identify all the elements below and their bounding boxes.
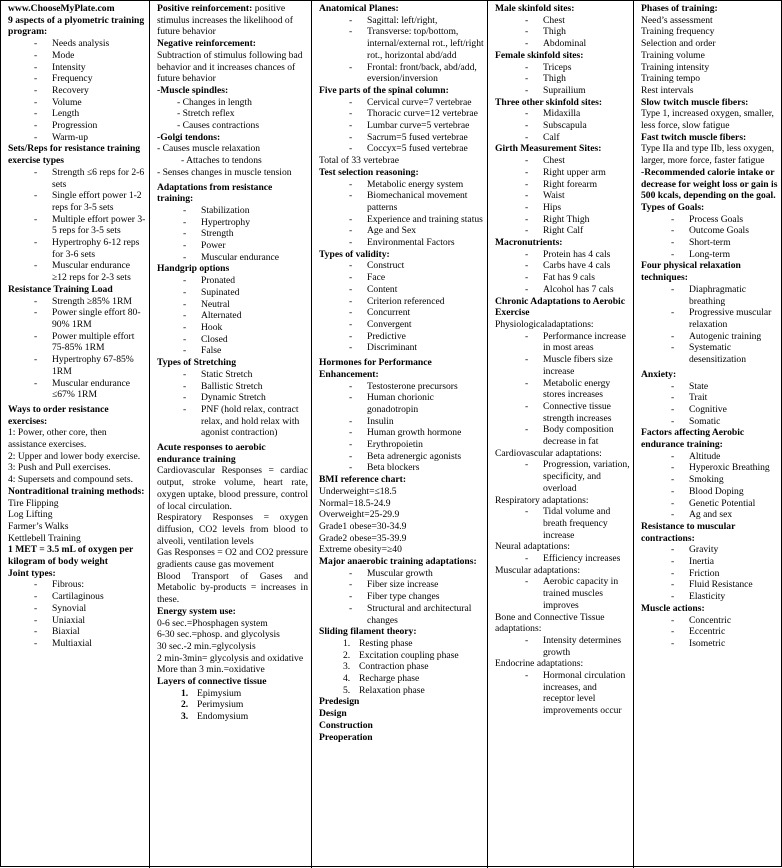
validity-list	[319, 260, 484, 354]
load-list	[8, 296, 146, 401]
grip-list-item: - Closed	[157, 334, 308, 346]
energy-lines-item: 6-30 sec.=phosp. and glycolysis	[157, 629, 280, 641]
female-list-item: - Triceps	[495, 62, 630, 74]
resist-list-item: - Fluid Resistance	[641, 579, 780, 591]
goals-list-item: - Process Goals	[641, 214, 780, 226]
factors-list-item: - Altitude	[641, 451, 780, 463]
other-list-item: - Midaxilla	[495, 108, 630, 120]
bmi-lines-item: Grade2 obese=35-39.9	[319, 532, 407, 544]
spine-list-item: - Sacrum=5 fused vertebrae	[319, 132, 484, 144]
test-list	[319, 179, 484, 249]
stretch-title: Types of Stretching	[157, 357, 237, 369]
phases-lines-item: Rest intervals	[641, 84, 694, 96]
bmi-lines-item: Underweight=≤18.5	[319, 485, 397, 497]
item-number: 4.	[343, 673, 351, 685]
item-number: 2.	[343, 649, 351, 661]
physio-list-item: - Muscle fibers size increase	[495, 354, 630, 377]
macro-list-item: - Fat has 9 cals	[495, 272, 630, 284]
resist-list-item: - Inertia	[641, 556, 780, 568]
relax-title: Four physical relaxation techniques:	[641, 260, 741, 284]
spindle-lines	[157, 97, 308, 132]
golgi-line-2: - Attaches to tendons	[181, 155, 262, 167]
hormone-list-item: - Human growth hormone	[319, 427, 484, 439]
plyo-list-item: - Length	[8, 108, 146, 120]
plyo-list	[8, 38, 146, 143]
bmi-lines	[319, 486, 484, 556]
layers-list	[157, 688, 308, 723]
joint-list-item: - Synovial	[8, 603, 146, 615]
factors-list-item: - Genetic Potential	[641, 498, 780, 510]
energy-lines-item: 30 sec.-2 min.=glycolysis	[157, 640, 256, 652]
phases-title: Phases of training:	[641, 3, 718, 14]
actions-list-item: - Concentric	[641, 615, 780, 627]
acute-lines-item: Cardiovascular Responses = cardiac output, stroke volume, heart rate, oxygen uptake, blood pressure, control of local circulation.	[157, 465, 308, 512]
anaer-list	[319, 568, 484, 627]
anxiety-list	[641, 381, 780, 428]
anaer-list-item: - Structural and architectural changes	[319, 603, 484, 626]
validity-list-item: - Face	[319, 272, 484, 284]
girth-list-item: - Right Calf	[495, 225, 630, 237]
plyo-list-item: - Needs analysis	[8, 38, 146, 50]
item-text: Contraction phase	[359, 661, 429, 673]
test-list-item: - Metabolic energy system	[319, 179, 484, 191]
resist-title: Resistance to muscular contractions:	[641, 520, 736, 544]
spine-list-item: - Coccyx=5 fused vertebrae	[319, 143, 484, 155]
test-title: Test selection reasoning:	[319, 166, 419, 178]
macro-list-item: - Protein has 4 cals	[495, 249, 630, 261]
hormone-list-item: - Beta blockers	[319, 462, 484, 474]
test-list-item: - Environmental Factors	[319, 237, 484, 249]
spine-list	[319, 97, 484, 156]
adapt-list-item: - Power	[157, 240, 308, 252]
cycle-lines-item: Construction	[319, 719, 373, 731]
load-list-item: - Muscular endurance ≤67% 1RM	[8, 378, 146, 401]
bmi-title: BMI reference chart:	[319, 474, 407, 486]
neural-list-item: - Efficiency increases	[495, 553, 630, 565]
spine-total: Total of 33 vertebrae	[319, 155, 400, 167]
adapt-list-item: - Muscular endurance	[157, 252, 308, 264]
bmi-lines-item: Normal=18.5-24.9	[319, 497, 391, 509]
item-number: 2.	[181, 699, 189, 711]
item-number: 3.	[343, 661, 351, 673]
cycle-lines	[319, 696, 484, 743]
factors-title: Factors affecting Aerobic endurance training:	[641, 427, 745, 451]
item-text: Resting phase	[359, 637, 413, 649]
sets-title: Sets/Reps for resistance training exercise types	[8, 143, 141, 167]
musc-list	[495, 576, 630, 611]
stretch-list-item: - Static Stretch	[157, 369, 308, 381]
resp-list-item: - Tidal volume and breath frequency increase	[495, 506, 630, 541]
girth-list-item: - Right upper arm	[495, 167, 630, 179]
plyo-list-item: - Volume	[8, 97, 146, 109]
factors-list-item: - Blood Doping	[641, 486, 780, 498]
load-list-item: - Hypertrophy 67-85% 1RM	[8, 354, 146, 377]
order-lines-item: 3: Push and Pull exercises.	[8, 462, 111, 474]
energy-lines-item: More than 3 min.=oxidative	[157, 664, 265, 676]
spindle-title: -Muscle spindles:	[157, 84, 229, 96]
joint-list-item: - Biaxial	[8, 626, 146, 638]
resist-list-item: - Gravity	[641, 544, 780, 556]
relax-list-item: - Systematic desensitization	[641, 342, 780, 365]
planes-title: Anatomical Planes:	[319, 3, 399, 14]
load-title: Resistance Training Load	[8, 283, 113, 295]
layers-title: Layers of connective tissue	[157, 676, 267, 688]
phases-lines-item: Training frequency	[641, 26, 715, 38]
sets-list-item: - Strength ≤6 reps for 2-6 sets	[8, 167, 146, 190]
item-number: 1.	[181, 687, 189, 699]
slide-title: Sliding filament theory:	[319, 626, 417, 638]
neg-title: Negative reinforcement:	[157, 38, 257, 50]
resist-list	[641, 544, 780, 603]
musc-list-item: - Aerobic capacity in trained muscles improves	[495, 576, 630, 611]
spindle-lines-item: - Causes contractions	[177, 120, 260, 132]
grip-list-item: - Neutral	[157, 299, 308, 311]
energy-lines-item: 0-6 sec.=Phosphagen system	[157, 617, 268, 629]
hormone-list-item: - Erythropoietin	[319, 439, 484, 451]
grip-list-item: - Alternated	[157, 310, 308, 322]
golgi-line-3: - Senses changes in muscle tension	[157, 166, 292, 178]
acute-lines-item: Gas Responses = O2 and CO2 pressure gradients cause gas movement	[157, 547, 308, 571]
test-list-item: - Age and Sex	[319, 225, 484, 237]
relax-list-item: - Autogenic training	[641, 331, 780, 343]
bone-list	[495, 635, 630, 658]
hormone-list-item: - Human chorionic gonadotropin	[319, 392, 484, 415]
joint-title: Joint types:	[8, 567, 56, 579]
load-list-item: - Power multiple effort 75-85% 1RM	[8, 331, 146, 354]
factors-list-item: - Hyperoxic Breathing	[641, 462, 780, 474]
pos-title: Positive reinforcement:	[157, 3, 253, 14]
cycle-lines-item: Design	[319, 708, 347, 720]
item-text: Perimysium	[197, 699, 244, 711]
golgi-line-1: - Causes muscle relaxation	[157, 143, 261, 155]
anaer-title: Major anaerobic training adaptations:	[319, 556, 477, 568]
male-list-item: - Abdominal	[495, 38, 630, 50]
factors-list-item: - Ag and sex	[641, 509, 780, 521]
anaer-list-item: - Fiber size increase	[319, 579, 484, 591]
spindle-lines-item: - Stretch reflex	[177, 108, 235, 120]
slow-text: Type 1, increased oxygen, smaller, less force, slow fatigue	[641, 108, 774, 132]
endo-list-item: - Hormonal circulation increases, and receptor level improvements occur	[495, 670, 630, 717]
female-list-item: - Thigh	[495, 73, 630, 85]
slow-title: Slow twitch muscle fibers:	[641, 96, 749, 108]
fast-title: Fast twitch muscle fibers:	[641, 131, 747, 143]
bone-label: Bone and Connective Tissue adaptations:	[495, 611, 605, 635]
planes-list-item: - Transverse: top/bottom, internal/external rot., left/right rot., horizontal abd/add	[319, 26, 484, 61]
actions-title: Muscle actions:	[641, 602, 705, 614]
girth-list-item: - Waist	[495, 190, 630, 202]
cardio-list	[495, 459, 630, 494]
female-list-item: - Suprailium	[495, 85, 630, 97]
physio-label: Physiologicaladaptations:	[495, 318, 594, 330]
anxiety-title: Anxiety:	[641, 368, 677, 380]
validity-list-item: - Criterion referenced	[319, 296, 484, 308]
male-list	[495, 15, 630, 50]
plyo-list-item: - Recovery	[8, 85, 146, 97]
order-lines-item: 2: Upper and lower body exercise.	[8, 450, 141, 462]
hormone-list-item: - Testosterone precursors	[319, 381, 484, 393]
other-title: Three other skinfold sites:	[495, 96, 603, 108]
neural-label: Neural adaptations:	[495, 541, 570, 553]
neural-list	[495, 553, 630, 565]
sets-list	[8, 167, 146, 284]
male-list-item: - Chest	[495, 15, 630, 27]
resist-list-item: - Elasticity	[641, 591, 780, 603]
validity-list-item: - Concurrent	[319, 307, 484, 319]
anaer-list-item: - Muscular growth	[319, 568, 484, 580]
macro-list	[495, 249, 630, 296]
male-title: Male skinfold sites:	[495, 3, 575, 14]
plyo-list-item: - Frequency	[8, 73, 146, 85]
sets-list-item: - Single effort power 1-2 reps for 3-5 sets	[8, 190, 146, 213]
nontrad-lines-item: Log Lifting	[8, 509, 53, 521]
girth-list-item: - Chest	[495, 155, 630, 167]
acute-lines-item: Respiratory Responses = oxygen diffusion, CO2 levels from blood to alveoli, ventilation levels	[157, 512, 308, 547]
other-list-item: - Subscapula	[495, 120, 630, 132]
stretch-list-item: - PNF (hold relax, contract relax, and hold relax with agonist contraction)	[157, 404, 308, 439]
resp-list	[495, 506, 630, 541]
spine-title: Five parts of the spinal column:	[319, 84, 449, 96]
column-2	[149, 1, 311, 868]
hormone-list-item: - Beta adrenergic agonists	[319, 451, 484, 463]
actions-list	[641, 615, 780, 650]
order-lines-item: 1: Power, other core, then assistance exercises.	[8, 427, 107, 451]
phases-lines-item: Training volume	[641, 49, 705, 61]
grip-title: Handgrip options	[157, 263, 230, 275]
validity-list-item: - Content	[319, 284, 484, 296]
physio-list-item: - Connective tissue strength increases	[495, 401, 630, 424]
endo-label: Endocrine adaptations:	[495, 658, 584, 670]
layers-list-item	[157, 688, 308, 700]
energy-lines	[157, 618, 308, 677]
stretch-list-item: - Dynamic Stretch	[157, 392, 308, 404]
physio-list-item: - Body composition decrease in fat	[495, 424, 630, 447]
joint-list-item: - Cartilaginous	[8, 591, 146, 603]
hormone-title: Hormones for Performance Enhancement:	[319, 357, 432, 380]
validity-list-item: - Predictive	[319, 331, 484, 343]
hormone-list	[319, 381, 484, 475]
layers-list-item	[157, 711, 308, 723]
goals-list-item: - Short-term	[641, 237, 780, 249]
column-1	[1, 1, 149, 868]
item-number: 3.	[181, 711, 189, 723]
female-list	[495, 62, 630, 97]
spine-list-item: - Thoracic curve=12 vertebrae	[319, 108, 484, 120]
test-list-item: - Biomechanical movement patterns	[319, 190, 484, 213]
girth-list-item: - Hips	[495, 202, 630, 214]
adapt-list-item: - Strength	[157, 228, 308, 240]
macro-list-item: - Alcohol has 7 cals	[495, 284, 630, 296]
actions-list-item: - Isometric	[641, 638, 780, 650]
anxiety-list-item: - Trait	[641, 392, 780, 404]
factors-list-item: - Smoking	[641, 474, 780, 486]
phases-lines	[641, 15, 780, 97]
joint-list-item: - Multiaxial	[8, 638, 146, 650]
site-url: www.ChooseMyPlate.com	[8, 3, 115, 14]
endo-list	[495, 670, 630, 717]
anaer-list-item: - Fiber type changes	[319, 591, 484, 603]
spine-list-item: - Cervical curve=7 vertebrae	[319, 97, 484, 109]
plyo-list-item: - Intensity	[8, 62, 146, 74]
relax-list-item: - Progressive muscular relaxation	[641, 307, 780, 330]
relax-list	[641, 284, 780, 366]
nontrad-lines	[8, 498, 146, 545]
planes-list-item: - Frontal: front/back, abd/add, eversion/inversion	[319, 62, 484, 85]
macro-list-item: - Carbs have 4 cals	[495, 260, 630, 272]
sets-list-item: - Hypertrophy 6-12 reps for 3-6 sets	[8, 237, 146, 260]
layers-list-item	[157, 699, 308, 711]
bone-list-item: - Intensity determines growth	[495, 635, 630, 658]
nontrad-lines-item: Farmer’s Walks	[8, 520, 69, 532]
plyo-list-item: - Warm-up	[8, 132, 146, 144]
bmi-lines-item: Overweight=25-29.9	[319, 509, 400, 521]
other-list-item: - Calf	[495, 132, 630, 144]
resist-list-item: - Friction	[641, 568, 780, 580]
sets-list-item: - Multiple effort power 3-5 reps for 3-5 sets	[8, 214, 146, 237]
adapt-title: Adaptations from resistance training:	[157, 181, 273, 205]
validity-title: Types of validity:	[319, 248, 390, 260]
cardio-list-item: - Progression, variation, specificity, and overload	[495, 459, 630, 494]
girth-title: Girth Measurement Sites:	[495, 143, 602, 155]
male-list-item: - Thigh	[495, 26, 630, 38]
slide-list-item	[319, 685, 484, 697]
sets-list-item: - Muscular endurance ≥12 reps for 2-3 sets	[8, 260, 146, 283]
order-lines-item: 4: Supersets and compound sets.	[8, 474, 133, 486]
stretch-list	[157, 369, 308, 439]
adapt-list	[157, 205, 308, 264]
goals-list-item: - Outcome Goals	[641, 225, 780, 237]
planes-list	[319, 15, 484, 85]
validity-list-item: - Construct	[319, 260, 484, 272]
grip-list-item: - Supinated	[157, 287, 308, 299]
grip-list	[157, 275, 308, 357]
column-5	[633, 1, 782, 868]
calorie-text: -Recommended calorie intake or decrease for weight loss or gain is 500 kcals, depending on the goal.	[641, 166, 778, 202]
golgi-title: -Golgi tendons:	[157, 131, 221, 143]
goals-list-item: - Long-term	[641, 249, 780, 261]
item-number: 5.	[343, 684, 351, 696]
load-list-item: - Strength ≥85% 1RM	[8, 296, 146, 308]
slide-list-item	[319, 638, 484, 650]
joint-list	[8, 579, 146, 649]
other-list	[495, 108, 630, 143]
neg-text: Subtraction of stimulus following bad behavior and it increases chances of future behavior	[157, 49, 303, 85]
actions-list-item: - Eccentric	[641, 626, 780, 638]
nontrad-lines-item: Tire Flipping	[8, 497, 59, 509]
girth-list	[495, 155, 630, 237]
item-number: 1.	[343, 637, 351, 649]
adapt-list-item: - Stabilization	[157, 205, 308, 217]
musc-label: Muscular adaptations:	[495, 564, 580, 576]
hormone-list-item: - Insulin	[319, 416, 484, 428]
physio-list-item: - Performance increase in most areas	[495, 331, 630, 354]
girth-list-item: - Right forearm	[495, 179, 630, 191]
grip-list-item: - Hook	[157, 322, 308, 334]
item-text: Epimysium	[197, 687, 242, 699]
planes-list-item: - Sagittal: left/right,	[319, 15, 484, 27]
spindle-lines-item: - Changes in length	[177, 96, 252, 108]
physio-list	[495, 331, 630, 448]
cycle-lines-item: Preoperation	[319, 731, 373, 743]
column-4	[487, 1, 633, 868]
acute-lines	[157, 465, 308, 605]
joint-list-item: - Fibrous:	[8, 579, 146, 591]
met-fact: 1 MET = 3.5 mL of oxygen per kilogram of body weight	[8, 544, 134, 568]
phases-lines-item: Training intensity	[641, 61, 710, 73]
goals-title: Types of Goals:	[641, 201, 705, 213]
goals-list	[641, 214, 780, 261]
cycle-lines-item: Predesign	[319, 696, 360, 708]
nontrad-lines-item: Kettlebell Training	[8, 532, 81, 544]
bmi-lines-item: Extreme obesity=≥40	[319, 544, 402, 556]
stretch-list-item: - Ballistic Stretch	[157, 381, 308, 393]
anxiety-list-item: - State	[641, 381, 780, 393]
resp-label: Respiratory adaptations:	[495, 494, 589, 506]
macro-title: Macronutrients:	[495, 237, 563, 249]
plyo-title: 9 aspects of a plyometric training program:	[8, 14, 145, 38]
anxiety-list-item: - Somatic	[641, 416, 780, 428]
adapt-list-item: - Hypertrophy	[157, 217, 308, 229]
item-text: Relaxation phase	[359, 684, 425, 696]
bmi-lines-item: Grade1 obese=30-34.9	[319, 520, 407, 532]
acute-lines-item: Blood Transport of Gases and Metabolic by-products = increases in these.	[157, 570, 308, 606]
slide-list-item	[319, 673, 484, 685]
energy-lines-item: 2 min-3min= glycolysis and oxidative	[157, 652, 304, 664]
order-lines	[8, 427, 146, 486]
test-list-item: - Experience and training status	[319, 214, 484, 226]
plyo-list-item: - Progression	[8, 120, 146, 132]
grip-list-item: - False	[157, 345, 308, 357]
phases-lines-item: Training tempo	[641, 73, 701, 85]
phases-lines-item: Need’s assessment	[641, 14, 713, 26]
column-3	[311, 1, 487, 868]
positive-reinforcement	[157, 3, 308, 38]
relax-list-item: - Diaphragmatic breathing	[641, 284, 780, 307]
slide-list	[319, 638, 484, 697]
nontrad-title: Nontraditional training methods:	[8, 485, 145, 497]
plyo-list-item: - Mode	[8, 50, 146, 62]
validity-list-item: - Convergent	[319, 319, 484, 331]
female-title: Female skinfold sites:	[495, 49, 584, 61]
item-text: Excitation coupling phase	[359, 649, 459, 661]
item-text: Recharge phase	[359, 673, 420, 685]
spine-list-item: - Lumbar curve=5 vertebrae	[319, 120, 484, 132]
slide-list-item	[319, 650, 484, 662]
fast-text: Type IIa and type IIb, less oxygen, larger, more force, faster fatigue	[641, 143, 775, 167]
slide-list-item	[319, 661, 484, 673]
factors-list	[641, 451, 780, 521]
physio-list-item: - Metabolic energy stores increases	[495, 378, 630, 401]
phases-lines-item: Selection and order	[641, 38, 716, 50]
acute-title: Acute responses to aerobic endurance training	[157, 442, 266, 465]
load-list-item: - Power single effort 80-90% 1RM	[8, 307, 146, 330]
anxiety-list-item: - Cognitive	[641, 404, 780, 416]
pos-text: positive stimulus increases the likelihood of future behavior	[157, 3, 293, 38]
validity-list-item: - Discriminant	[319, 342, 484, 354]
cardio-label: Cardiovascular adaptations:	[495, 447, 602, 459]
energy-title: Energy system use:	[157, 605, 236, 617]
joint-list-item: - Uniaxial	[8, 615, 146, 627]
order-title: Ways to order resistance exercises:	[8, 403, 109, 427]
grip-list-item: - Pronated	[157, 275, 308, 287]
girth-list-item: - Right Thigh	[495, 214, 630, 226]
item-text: Endomysium	[197, 711, 249, 723]
chronic-title: Chronic Adaptations to Aerobic Exercise	[495, 295, 625, 319]
